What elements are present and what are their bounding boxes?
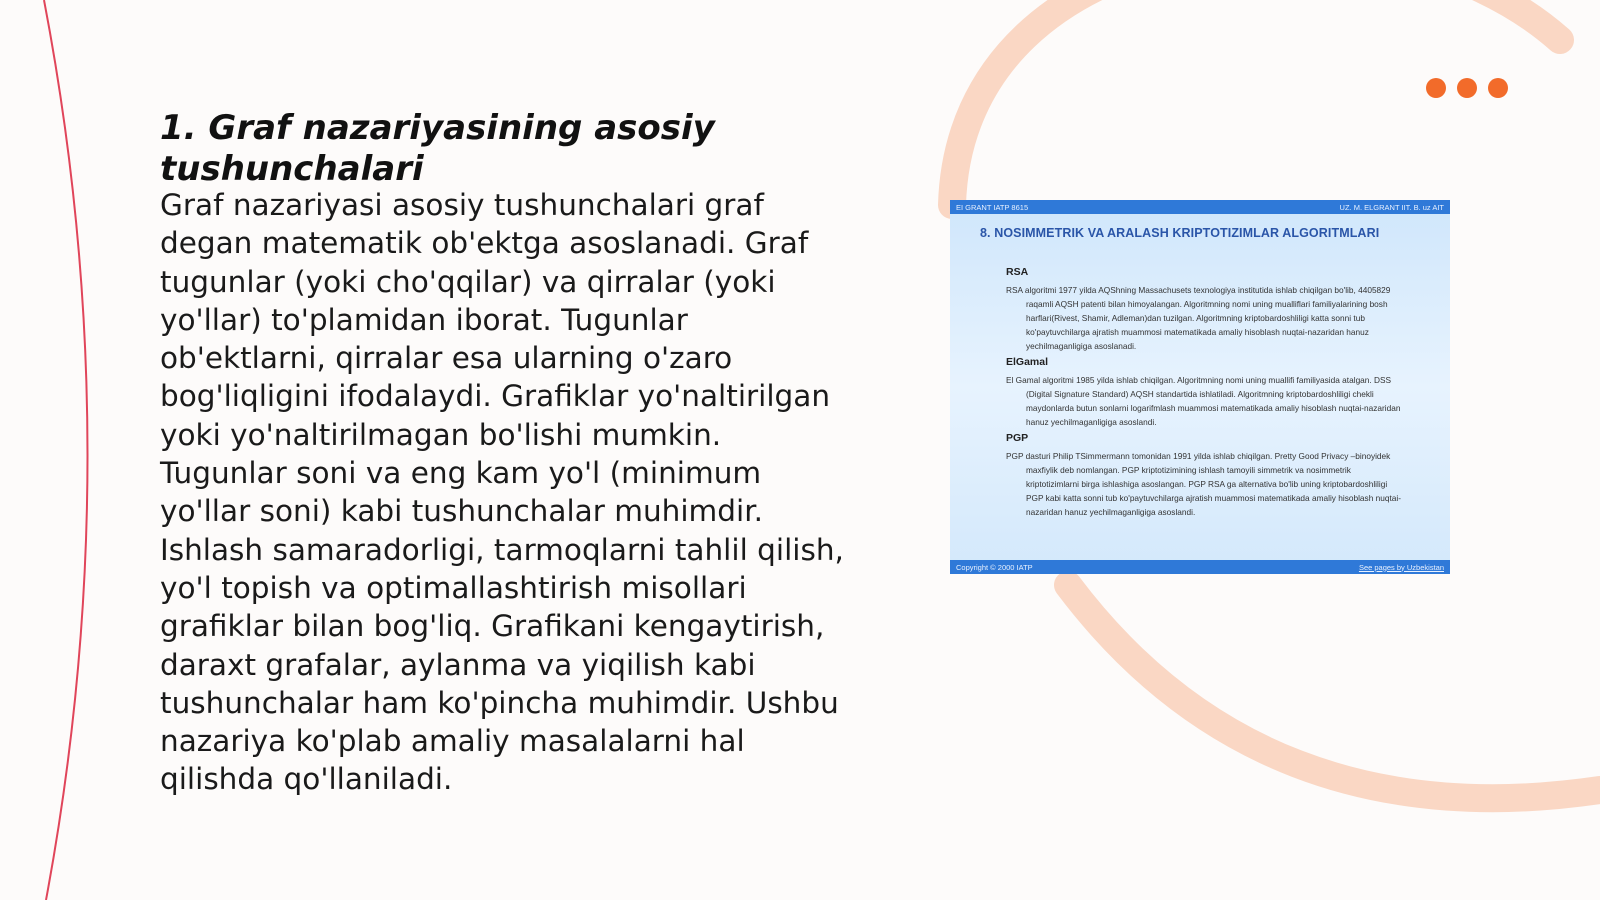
section-text-elgamal: El Gamal algoritmi 1985 yilda ishlab chiqilgan. Algoritmning nomi uning muallifi familiyasida atalgan. DSS (Digital Signature Standard) AQSH standartida ishlatiladi. Algoritmning kriptobardoshliligi chekli maydonlarda butun sonlarni logarifmlash muammosi matematikada amaliy hisoblash nuqtai-nazaridan hanuz yechilmaganligiga asoslandi. (1006, 375, 1401, 427)
dot-3 (1488, 78, 1508, 98)
slide-top-right: UZ. M. ELGRANT IIT. B. uz AIT (1339, 202, 1444, 212)
embedded-slide-image (950, 200, 1450, 574)
slide-content (1006, 266, 1401, 522)
section-heading-elgamal: ElGamal (1006, 356, 1049, 368)
slide-top-bar (950, 200, 1450, 214)
slide-image-title: 8. NOSIMMETRIK VA ARALASH KRIPTOTIZIMLAR ALGORITMLARI (980, 226, 1380, 240)
orange-ring-arc (952, 0, 1560, 205)
orange-ring-arc-lower (1068, 585, 1600, 798)
section-heading-rsa: RSA (1006, 266, 1029, 278)
section-text-pgp: PGP dasturi Philip TSimmermann tomonidan 1991 yilda ishlab chiqilgan. Pretty Good Privacy –binoyidek maxfiylik deb nomlangan. PGP kriptotizimining ishlash tamoyili simmetrik va nosimmetrik kriptotizimlarni birga ishlashiga asoslangan. PGP RSA ga alternativa bo'lib uning kriptobardoshliligi PGP kabi katta sonni tub ko'paytuvchilarga ajratish muammosi matematikada amaliy hisoblash nuqtai-nazaridan hanuz yechilmaganligiga asoslandi. (1006, 451, 1401, 517)
dots-decoration (1426, 78, 1508, 98)
dot-1 (1426, 78, 1446, 98)
body-paragraph: Graf nazariyasi asosiy tushunchalari graf degan matematik ob'ektga asoslanadi. Graf tugunlar (yoki cho'qqilar) va qirralar (yoki yo'llar) to'plamidan iborat. Tugunlar ob'ektlarni, qirralar esa ularning o'zaro bog'liqligini ifodalaydi. Grafiklar yo'naltirilgan yoki yo'naltirilmagan bo'lishi mumkin. Tugunlar soni va eng kam yo'l (minimum yo'llar soni) kabi tushunchalar muhimdir. Ishlash samaradorligi, tarmoqlarni tahlil qilish, yo'l topish va optimallashtirish misollari grafiklar bilan bog'liq. Grafikani kengaytirish, daraxt grafalar, aylanma va yiqilish kabi tushunchalar ham ko'pincha muhimdir. Ushbu nazariya ko'plab amaliy masalalarni hal qilishda qo'llaniladi. (160, 188, 844, 797)
section-text-rsa: RSA algoritmi 1977 yilda AQShning Massachusets texnologiya institutida ishlab chiqilgan bo'lib, 4405829 raqamli AQSH patenti bilan himoyalangan. Algoritmning nomi uning mualliflari familiyalarining bosh harflari(Rivest, Shamir, Adleman)dan tuzilgan. Algoritmning kriptobardoshliligi katta sonni tub ko'paytuvchilarga ajratish muammosi matematikada amaliy hisoblash nuqtai-nazaridan hanuz yechilmaganligiga asoslanadi. (1006, 285, 1391, 351)
slide-top-left: EI GRANT IATP 8615 (956, 202, 1029, 212)
dot-2 (1457, 78, 1477, 98)
slide-bottom-link: See pages by Uzbekistan (1358, 562, 1444, 572)
slide-copyright: Copyright © 2000 IATP (956, 562, 1033, 572)
red-curve-line (44, 0, 88, 900)
section-heading-pgp: PGP (1006, 432, 1029, 444)
slide-bottom-bar (950, 560, 1450, 574)
slide-title: 1. Graf nazariyasining asosiy tushunchalari (160, 108, 715, 189)
